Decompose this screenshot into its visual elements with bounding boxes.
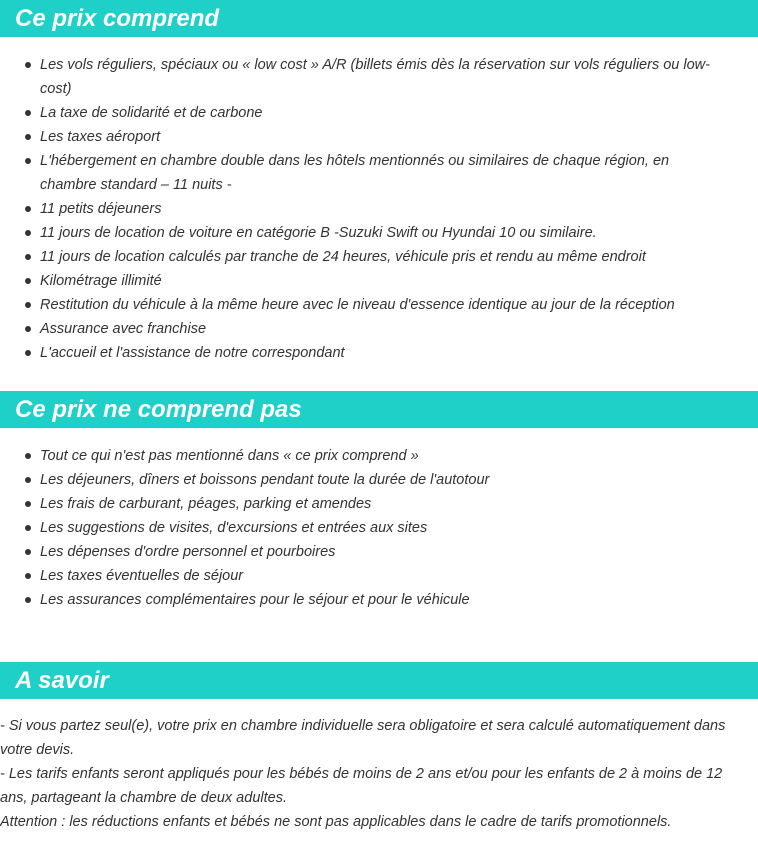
bullet-icon (25, 158, 31, 164)
list-item (0, 293, 740, 317)
bullet-icon (25, 573, 31, 579)
bullet-icon (25, 549, 31, 555)
bullet-icon (25, 134, 31, 140)
included-section-header (0, 0, 758, 37)
info-section-header (0, 662, 758, 699)
info-section-title: A savoir (15, 667, 109, 694)
list-item (0, 341, 740, 365)
list-item-text: Les suggestions de visites, d'excursions et entrées aux sites (40, 520, 428, 536)
list-item (0, 317, 740, 341)
excluded-list (0, 444, 740, 612)
bullet-icon (25, 477, 31, 483)
list-item-text: Tout ce qui n'est pas mentionné dans « ce prix comprend » (40, 448, 419, 464)
list-item-text: L'hébergement en chambre double dans les hôtels mentionnés ou similaires de chaque région, en chambre standard – 11 nuits - (40, 153, 670, 193)
list-item (0, 101, 740, 125)
list-item-text: L'accueil et l'assistance de notre correspondant (40, 345, 345, 361)
list-item-text: Les dépenses d'ordre personnel et pourboires (40, 544, 336, 560)
list-item-text: Les frais de carburant, péages, parking et amendes (40, 496, 372, 512)
bullet-icon (25, 302, 31, 308)
list-item-text: Les assurances complémentaires pour le séjour et pour le véhicule (40, 592, 470, 608)
bullet-icon (25, 501, 31, 507)
bullet-icon (25, 230, 31, 236)
list-item (0, 540, 740, 564)
bullet-icon (25, 254, 31, 260)
bullet-icon (25, 206, 31, 212)
list-item (0, 149, 740, 197)
bullet-icon (25, 453, 31, 459)
bullet-icon (25, 597, 31, 603)
list-item-text: 11 petits déjeuners (40, 201, 162, 217)
list-item-text: Les taxes aéroport (40, 129, 161, 145)
bullet-icon (25, 350, 31, 356)
bullet-icon (25, 326, 31, 332)
list-item (0, 516, 740, 540)
list-item (0, 197, 740, 221)
list-item (0, 245, 740, 269)
included-list (0, 53, 740, 365)
bullet-icon (25, 62, 31, 68)
info-paragraph: - Les tarifs enfants seront appliqués pour les bébés de moins de 2 ans et/ou pour les enfants de 2 à moins de 12 ans, partageant la chambre de deux adultes. (0, 766, 723, 806)
info-paragraph: - Si vous partez seul(e), votre prix en chambre individuelle sera obligatoire et sera calculé automatiquement dans votre devis. (0, 718, 726, 758)
list-item (0, 221, 740, 245)
list-item (0, 564, 740, 588)
list-item-text: Les taxes éventuelles de séjour (40, 568, 244, 584)
list-item (0, 125, 740, 149)
excluded-section-title: Ce prix ne comprend pas (15, 396, 302, 423)
info-notes (0, 714, 752, 834)
list-item-text: Restitution du véhicule à la même heure avec le niveau d'essence identique au jour de la réception (40, 297, 675, 313)
list-item-text: 11 jours de location de voiture en catégorie B -Suzuki Swift ou Hyundai 10 ou similaire. (40, 225, 597, 241)
included-section-title: Ce prix comprend (15, 5, 220, 32)
list-item (0, 468, 740, 492)
excluded-section-header (0, 391, 758, 428)
list-item-text: La taxe de solidarité et de carbone (40, 105, 263, 121)
list-item (0, 53, 740, 101)
bullet-icon (25, 278, 31, 284)
list-item (0, 269, 740, 293)
list-item-text: Assurance avec franchise (40, 321, 207, 337)
list-item-text: 11 jours de location calculés par tranche de 24 heures, véhicule pris et rendu au même endroit (40, 249, 646, 265)
list-item-text: Kilométrage illimité (40, 273, 162, 289)
bullet-icon (25, 110, 31, 116)
bullet-icon (25, 525, 31, 531)
info-paragraph: Attention : les réductions enfants et bébés ne sont pas applicables dans le cadre de tarifs promotionnels. (0, 814, 672, 830)
list-item-text: Les déjeuners, dîners et boissons pendant toute la durée de l'autotour (40, 472, 490, 488)
list-item (0, 588, 740, 612)
list-item (0, 444, 740, 468)
list-item (0, 492, 740, 516)
list-item-text: Les vols réguliers, spéciaux ou « low cost » A/R (billets émis dès la réservation sur vols réguliers ou low-cost) (40, 57, 710, 97)
